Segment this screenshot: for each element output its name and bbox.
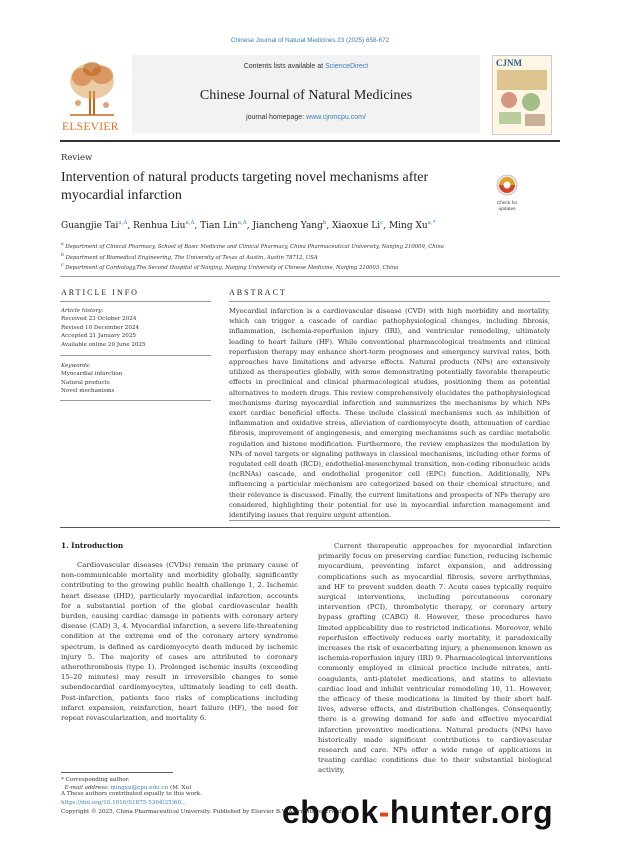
abstract-heading: ABSTRACT — [229, 288, 287, 297]
homepage-line — [132, 114, 480, 121]
email-link[interactable]: mingxu@cpu.edu.cn — [110, 785, 169, 791]
keywords-label: Keywords: — [61, 363, 91, 369]
affiliation: $^a$ Department of Clinical Pharmacy, School of Basic Medicine and Clinical Pharmacy, China Pharmaceutical University, Nanjing 210009, China — [61, 242, 444, 250]
author[interactable]: Jiancheng Yang$^b$ — [252, 220, 327, 231]
divider — [60, 355, 211, 356]
article-title: Intervention of natural products targeting novel mechanisms after myocardial infarction — [61, 170, 429, 203]
check-updates-label: Check for updates — [496, 201, 518, 212]
affiliation: $^c$ Department of Cardiology,The Second Hospital of Nanjing, Nanjing University of Chinese Medicine, Nanjing 210003, China — [61, 263, 399, 271]
keyword: Novel mechanisms — [61, 388, 115, 395]
header-divider — [60, 140, 560, 142]
body-column-left: Cardiovascular diseases (CVDs) remain the primary cause of non-communicable mortality and morbidity globally, significantly contributing to the growing public health challenge 1, 2. Ischemic heart disease (IHD), particularly myocardial infarction, accounts for a substantial portion of the global cardiovascular health burden, causing cardiac damage in patients with coronary artery disease (CAD) 3, 4. Myocardial infarction, a severe life-threatening condition at the extreme end of the coronary artery syndrome spectrum, is defined as cardiomyocyte death induced by ischemic injury 5. The majority of cases are attributed to coronary atherothrombosis (type 1). Prolonged ischemic insults (exceeding 15–20 minutes) may result in irreversible changes to some subendocardial cardiomyocytes, ultimately leading to cell death. Post-infarction, patients face risks of complications including infarct expansion, reinfarction, heart failure (HF), the need for repeat revascularization, and mortality 6. — [61, 561, 298, 723]
divider — [60, 301, 211, 302]
article-type: Review — [61, 153, 93, 163]
elsevier-tree-icon — [60, 55, 124, 119]
contents-prefix: Contents lists available at — [243, 63, 326, 70]
cover-title: CJNM — [496, 58, 522, 68]
article-history — [61, 307, 146, 349]
section-heading: 1. Introduction — [61, 541, 124, 550]
watermark: ebook-hunter.org — [282, 794, 554, 830]
copyright: Copyright © 2025, China Pharmaceutical University. Published by Elsevier B.V. All rights reserved. — [61, 809, 343, 815]
author[interactable]: Ming $Xu^{a,*}$ — [388, 220, 436, 231]
article-info-heading: ARTICLE INFO — [61, 288, 139, 297]
footnote-email: E-mail address: mingxu@cpu.edu.cn (M. Xu) — [64, 785, 192, 791]
divider — [60, 400, 211, 401]
homepage-link[interactable]: www.cjnmcpu.com/ — [306, 114, 366, 121]
footnote-corresponding: * Corresponding author. — [61, 777, 130, 783]
publisher-name: ELSEVIER — [62, 121, 119, 133]
divider — [229, 301, 550, 302]
author[interactable]: Renhua Liu$^{a,\Delta}$ — [133, 220, 195, 231]
footnote-equal: Δ These authors contributed equally to this work. — [61, 791, 202, 797]
keywords — [61, 362, 122, 396]
history-item: Received 23 October 2024 — [61, 316, 137, 323]
journal-header — [60, 55, 560, 138]
affiliation-divider — [60, 276, 560, 277]
running-header: Chinese Journal of Natural Medicines 23 (2025) 658-672 — [230, 37, 390, 44]
check-updates-icon — [490, 173, 524, 197]
journal-banner — [132, 55, 480, 133]
affiliation: $^b$ Department of Biomedical Engineering, The University of Texas at Austin, Austin 78712, USA — [61, 253, 318, 261]
author[interactable]: Tian Lin$^{a,\Delta}$ — [200, 220, 247, 231]
contents-line — [132, 63, 480, 70]
history-item: Accepted 21 January 2025 — [61, 333, 136, 340]
doi-link[interactable]: https://doi.org/10.1016/S1875-5364(25)60... — [61, 800, 187, 806]
abstract-text: Myocardial infarction is a cardiovascular disease (CVD) with high morbidity and mortality, which can trigger a cascade of cardiac pathophysiological changes, including fibrosis, inflammation, ischemia-reperfusion injury (IRI), and ventricular remodeling, ultimately leading to heart failure (HF). While conventional pharmacological treatments and clinical reperfusion therapy may enhance short-term prognoses and emergency survival rates, both approaches have limitations and adverse effects. Natural products (NPs) are extensively utilized as therapeutics globally, with some demonstrating potentially favorable therapeutic effects in preclinical and clinical pharmacological studies, positioning them as potential alternatives to modern drugs. This review comprehensively elucidates the pathophysiological mechanisms during myocardial infarction and summarizes the mechanisms by which NPs exert cardiac beneficial effects. These include classical mechanisms such as inhibition of inflammation and oxidative stress, alleviation of cardiomyocyte death, attenuation of cardiac fibrosis, improvement of angiogenesis, and emerging mechanisms such as cardiac metabolic regulation and histone modification. Furthermore, the review emphasizes the modulation by NPs of novel targets or signaling pathways in classical mechanisms, including other forms of regulated cell death (RCD), endothelial-mesenchymal transition, non-coding ribonucleic acids (ncRNAs) cascade, and endothelial progenitor cell (EPC) function. Additionally, NPs influencing a particular mechanism are categorized based on their chemical structure, and their relevance is discussed. Finally, the current limitations and prospects of NPs therapy are considered, highlighting their potential for use in myocardial infarction management and identifying issues that require urgent attention. — [229, 307, 550, 520]
body-column-right: Current therapeutic approaches for myocardial infarction primarily focus on preserving cardiac function, reducing ischemic myocardium, preventing infarct expansion, and addressing complications such as myocardial fibrosis, severe arrhythmias, and HF to prevent sudden death 7. Acute cases typically require surgical interventions, including percutaneous coronary intervention (PCI), thrombolytic therapy, or coronary artery bypass grafting (CABG) 8. However, these procedures have limited applicability due to restricted indications. Moreover, while reperfusion effectively reduces early mortality, it paradoxically increases the risk of exacerbating injury, a phenomenon known as ischemia-reperfusion injury (IRI) 9. Pharmacological interventions commonly employed in clinical practice include nitrates, anti-coagulants, anti-platelet medications, and statins to alleviate cardiac load and inhibit ventricular remodeling 10, 11. However, the efficacy of these medications is limited by their short half-lives, adverse effects, and distribution challenges. Consequently, there is a growing demand for safe and effective myocardial infarction preventive medications. Natural products (NPs) have historically made significant contributions to cardiovascular research and care. NPs offer a wide range of applications in treating cardiac conditions due to their substantial biological activity, — [318, 542, 552, 775]
divider — [229, 520, 550, 521]
history-item: Available online 20 June 2025 — [61, 341, 146, 348]
history-label: Article history: — [61, 308, 104, 314]
history-item: Revised 10 December 2024 — [61, 324, 140, 331]
keyword: Myocardial infarction — [61, 371, 123, 378]
sciencedirect-link[interactable]: ScienceDirect — [325, 63, 369, 70]
author[interactable]: Xiaoxue Li$^c$ — [332, 220, 384, 231]
check-for-updates-badge[interactable] — [490, 173, 524, 212]
journal-title: Chinese Journal of Natural Medicines — [199, 88, 413, 103]
homepage-prefix: journal homepage: — [246, 114, 307, 121]
author[interactable]: Guangjie Tai$^{a,\Delta}$ — [61, 220, 128, 231]
elsevier-logo — [60, 55, 124, 133]
journal-cover-thumbnail — [492, 55, 552, 135]
footnote-divider — [61, 772, 173, 773]
author-list: Guangjie Tai$^{a,\Delta}$, Renhua Liu$^{a,\Delta}$, Tian Lin$^{a,\Delta}$, Jiancheng Yang$^b$, Xiaoxue Li$^c$, Ming $Xu^{a,*}$ — [61, 220, 436, 231]
keyword: Natural products — [61, 379, 110, 386]
divider — [60, 527, 560, 528]
cover-art-icon — [493, 68, 551, 134]
